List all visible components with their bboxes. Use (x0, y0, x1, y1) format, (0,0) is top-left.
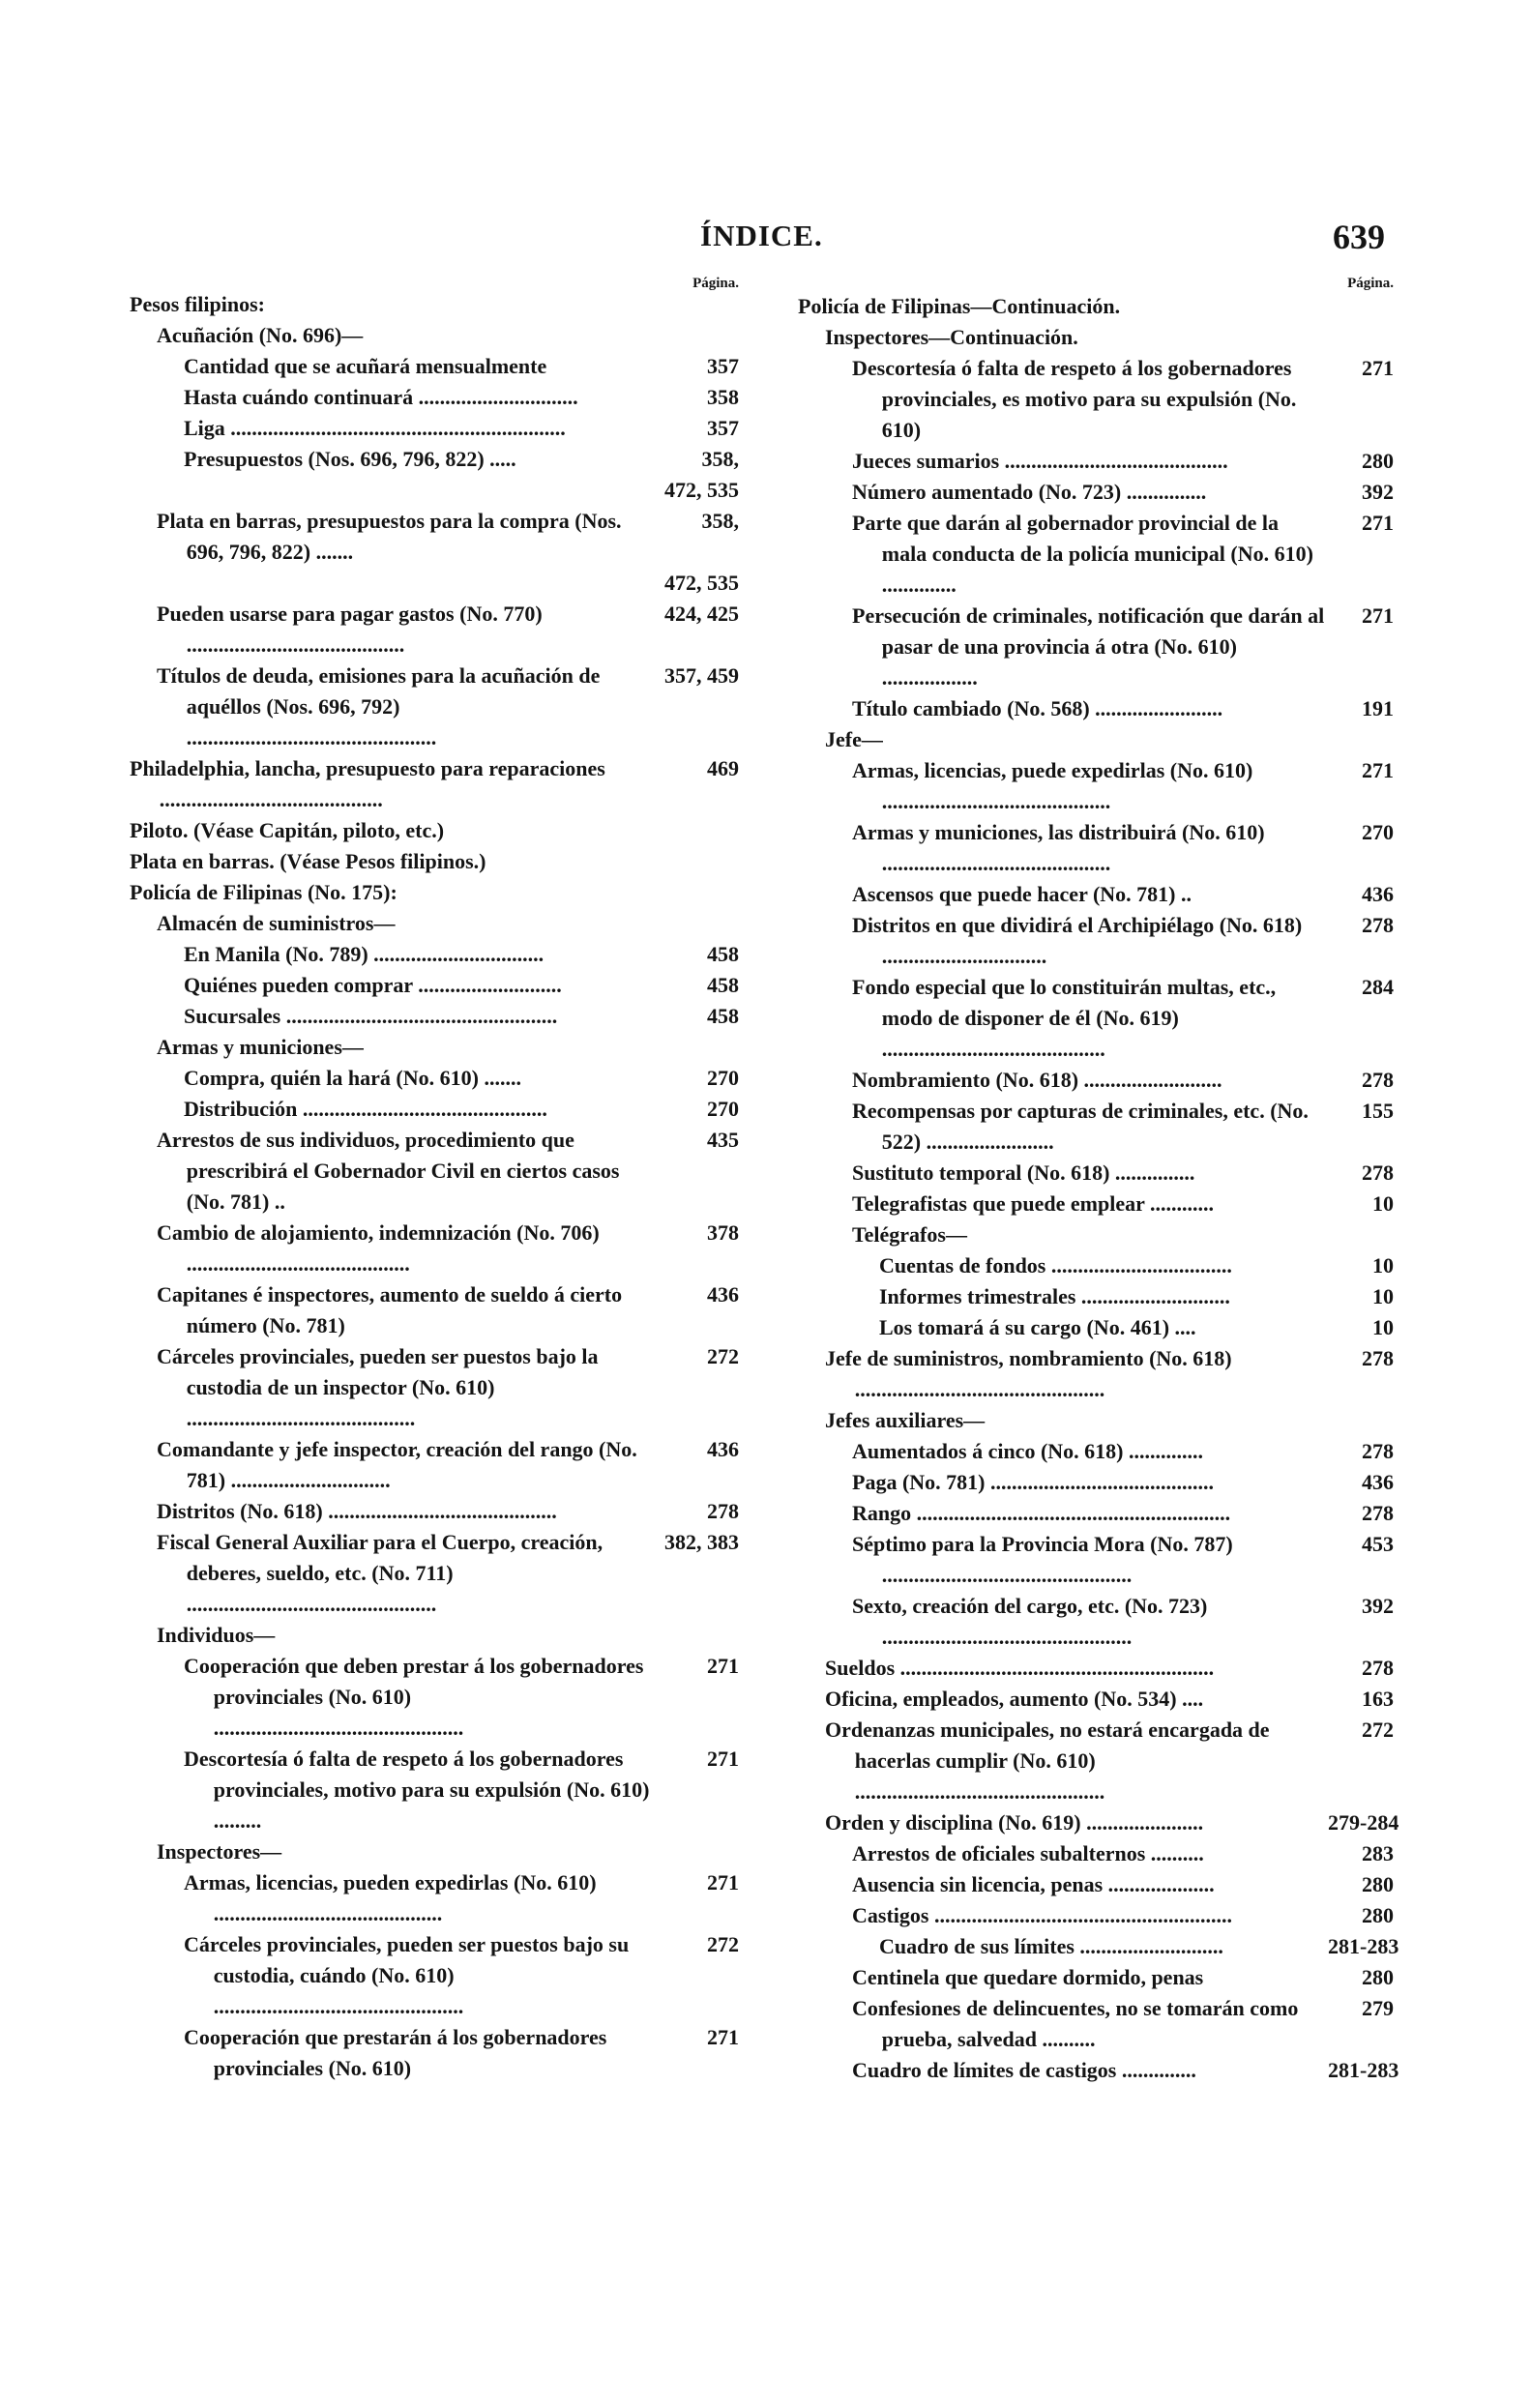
entry-page-number: 10 (1372, 1253, 1394, 1277)
index-entry (130, 599, 739, 661)
entry-text: Piloto. (Véase Capitán, piloto, etc.) (130, 818, 445, 842)
entry-text: Títulos de deuda, emisiones para la acuñación de aquéllos (Nos. 696, 792) ............................................... (157, 663, 601, 749)
entry-text: Inspectores— (157, 1839, 282, 1864)
index-entry (798, 972, 1394, 1065)
entry-text: Distritos (No. 618) ........................................... (157, 1499, 557, 1523)
entry-text: Cuadro de sus límites ........................... (879, 1934, 1223, 1958)
entry-text: Policía de Filipinas—Continuación. (798, 294, 1121, 318)
entry-text: Cantidad que se acuñará mensualmente (184, 354, 547, 378)
index-entry (130, 846, 739, 877)
entry-text: Ordenanzas municipales, no estará encargada de hacerlas cumplir (No. 610) ............................................... (825, 1718, 1270, 1804)
index-entry (130, 1001, 739, 1032)
entry-page-number: 271 (1362, 511, 1394, 535)
index-entry (798, 1312, 1394, 1343)
entry-page-number: 436 (707, 1282, 739, 1307)
entry-page-number: 357 (707, 416, 739, 440)
entry-page-number: 424, 425 (664, 602, 739, 626)
entry-page-number: 458 (707, 973, 739, 997)
index-entry (798, 1931, 1399, 1962)
entry-page-number: 472, 535 (664, 478, 739, 502)
entry-text: Individuos— (157, 1623, 276, 1647)
entry-text: Cooperación que prestarán á los gobernadores provinciales (No. 610) (184, 2025, 607, 2080)
entry-text: Quiénes pueden comprar ........................... (184, 973, 562, 997)
entry-text: Oficina, empleados, aumento (No. 534) .... (825, 1687, 1204, 1711)
entry-text: Parte que darán al gobernador provincial de la mala conducta de la policía municipal (No. 610) .............. (852, 511, 1313, 597)
entry-page-number: 272 (707, 1344, 739, 1368)
entry-page-number: 270 (707, 1066, 739, 1090)
index-entry (130, 413, 739, 444)
entry-page-number: 271 (1362, 603, 1394, 628)
entry-text: Centinela que quedare dormido, penas (852, 1965, 1204, 1989)
entry-text: Capitanes é inspectores, aumento de sueldo á cierto número (No. 781) (157, 1282, 623, 1337)
index-entry (130, 1929, 739, 2022)
entry-text: Acuñación (No. 696)— (157, 323, 364, 347)
entry-page-number: 357 (707, 354, 739, 378)
entry-text: Paga (No. 781) .......................................... (852, 1470, 1214, 1494)
index-entry (130, 815, 739, 846)
index-entry (798, 1467, 1394, 1498)
entry-text: Descortesía ó falta de respeto á los gobernadores provinciales, es motivo para su expulsión (No. 610) (852, 356, 1297, 442)
entry-text: Cambio de alojamiento, indemnización (No. 706) .......................................... (157, 1220, 600, 1276)
entry-page-number: 10 (1372, 1191, 1394, 1216)
entry-page-number: 279 (1362, 1996, 1394, 2020)
index-entry (130, 475, 739, 506)
index-entry (130, 939, 739, 970)
entry-text: Informes trimestrales ............................ (879, 1284, 1230, 1308)
entry-text: Telégrafos— (852, 1222, 967, 1247)
entry-page-number: 278 (707, 1499, 739, 1523)
index-entry (130, 1125, 739, 1218)
entry-page-number: 278 (1362, 1068, 1394, 1092)
index-entry (798, 693, 1394, 724)
entry-page-number: 271 (707, 1654, 739, 1678)
index-entry (798, 601, 1394, 693)
entry-text: Aumentados á cinco (No. 618) .............. (852, 1439, 1203, 1463)
entry-page-number: 435 (707, 1128, 739, 1152)
entry-text: Distribución .............................................. (184, 1097, 547, 1121)
index-entry (130, 382, 739, 413)
entry-page-number: 280 (1362, 1903, 1394, 1927)
entry-page-number: 436 (1362, 1470, 1394, 1494)
entry-page-number: 278 (1362, 1501, 1394, 1525)
entry-text: Plata en barras. (Véase Pesos filipinos.) (130, 849, 486, 873)
index-entry (130, 1094, 739, 1125)
entry-text: Cárceles provinciales, pueden ser puestos bajo su custodia, cuándo (No. 610) ............................................... (184, 1932, 630, 2018)
entry-page-number: 458 (707, 942, 739, 966)
entry-text: Arrestos de sus individuos, procedimiento que prescribirá el Gobernador Civil en ciertos casos (No. 781) .. (157, 1128, 620, 1214)
entry-page-number: 271 (707, 1747, 739, 1771)
entry-page-number: 278 (1362, 1656, 1394, 1680)
index-entry (798, 1591, 1394, 1653)
entry-text: Cuentas de fondos .................................. (879, 1253, 1232, 1277)
entry-text: Philadelphia, lancha, presupuesto para reparaciones .......................................... (130, 756, 605, 811)
index-entry (130, 506, 739, 568)
index-entry (798, 322, 1394, 353)
index-entry (130, 1032, 739, 1063)
index-entry (798, 508, 1394, 601)
entry-text: Orden y disciplina (No. 619) ...................... (825, 1810, 1204, 1835)
entry-text: Armas, licencias, puede expedirlas (No. 610) ........................................... (852, 758, 1253, 813)
index-entry (798, 477, 1394, 508)
entry-text: Liga ............................................................... (184, 416, 566, 440)
index-entry (798, 1498, 1394, 1529)
index-entry (798, 1281, 1394, 1312)
entry-page-number: 278 (1362, 1439, 1394, 1463)
index-entry (798, 1529, 1394, 1591)
entry-page-number: 281-283 (1328, 2058, 1399, 2082)
entry-text: Jueces sumarios .......................................... (852, 449, 1228, 473)
index-entry (798, 1343, 1394, 1405)
entry-page-number: 453 (1362, 1532, 1394, 1556)
entry-page-number: 278 (1362, 1160, 1394, 1185)
entry-text: Sucursales ................................................... (184, 1004, 558, 1028)
entry-text: Armas y municiones, las distribuirá (No. 610) ........................................... (852, 820, 1265, 875)
index-entry (798, 1250, 1394, 1281)
entry-text: Cárceles provinciales, pueden ser puestos bajo la custodia de un inspector (No. 610) ........................................... (157, 1344, 599, 1430)
right-column (798, 276, 1399, 2086)
page-number: 639 (1333, 218, 1385, 256)
entry-text: Hasta cuándo continuará .............................. (184, 385, 578, 409)
entry-page-number: 357, 459 (664, 663, 739, 688)
entry-page-number: 163 (1362, 1687, 1394, 1711)
index-entry (130, 1279, 739, 1341)
entry-page-number: 272 (1362, 1718, 1394, 1742)
index-entry (798, 879, 1394, 910)
entry-page-number: 155 (1362, 1099, 1394, 1123)
entry-text: Nombramiento (No. 618) .......................... (852, 1068, 1222, 1092)
index-entry (798, 1684, 1394, 1715)
entry-text: Presupuestos (Nos. 696, 796, 822) ..... (184, 447, 516, 471)
entry-page-number: 358 (707, 385, 739, 409)
entry-text: Fondo especial que lo constituirán multas, etc., modo de disponer de él (No. 619) .......................................... (852, 975, 1277, 1061)
page-title: ÍNDICE. (700, 219, 823, 252)
entry-text: Sexto, creación del cargo, etc. (No. 723) ............................................... (852, 1594, 1208, 1649)
entry-page-number: 280 (1362, 1965, 1394, 1989)
index-entry (130, 908, 739, 939)
index-entries (798, 291, 1399, 2086)
index-entry (130, 970, 739, 1001)
entry-text: Telegrafistas que puede emplear ............ (852, 1191, 1214, 1216)
entry-page-number: 458 (707, 1004, 739, 1028)
index-entry (130, 351, 739, 382)
entry-page-number: 280 (1362, 449, 1394, 473)
entry-page-number: 436 (1362, 882, 1394, 906)
entry-text: Confesiones de delincuentes, no se tomarán como prueba, salvedad .......... (852, 1996, 1299, 2051)
entry-text: Sustituto temporal (No. 618) ............... (852, 1160, 1195, 1185)
entry-text: Armas, licencias, pueden expedirlas (No. 610) ........................................... (184, 1870, 597, 1925)
left-column (130, 276, 739, 2084)
entry-text: Pesos filipinos: (130, 292, 265, 316)
column-label: Página. (1347, 276, 1394, 291)
entry-page-number: 392 (1362, 480, 1394, 504)
index-entry (798, 1869, 1394, 1900)
entry-text: Cuadro de límites de castigos .............. (852, 2058, 1196, 2082)
entry-text: Almacén de suministros— (157, 911, 396, 935)
index-entry (798, 1900, 1394, 1931)
index-entry (798, 1219, 1394, 1250)
index-entry (798, 1189, 1394, 1219)
index-entry (130, 1651, 739, 1744)
index-entry (130, 1527, 739, 1620)
entry-page-number: 469 (707, 756, 739, 780)
index-entry (130, 1496, 739, 1527)
entry-text: Título cambiado (No. 568) ........................ (852, 696, 1223, 720)
entry-text: Los tomará á su cargo (No. 461) .... (879, 1315, 1196, 1339)
index-entry (130, 1744, 739, 1836)
index-entry (798, 291, 1394, 322)
entry-page-number: 271 (707, 1870, 739, 1894)
index-entry (798, 1962, 1394, 1993)
column-label: Página. (692, 276, 739, 291)
entry-text: Castigos ........................................................ (852, 1903, 1232, 1927)
index-entry (798, 1096, 1394, 1158)
entry-text: Sueldos ........................................................... (825, 1656, 1215, 1680)
entry-text: En Manila (No. 789) ................................ (184, 942, 545, 966)
index-entry (130, 1867, 739, 1929)
index-entry (798, 1653, 1394, 1684)
index-entry (798, 1158, 1394, 1189)
index-entries (130, 289, 739, 2084)
entry-text: Jefes auxiliares— (825, 1408, 986, 1432)
index-entry (130, 753, 739, 815)
entry-page-number: 279-284 (1328, 1810, 1399, 1835)
entry-page-number: 10 (1372, 1284, 1394, 1308)
entry-text: Jefe— (825, 727, 883, 751)
entry-page-number: 392 (1362, 1594, 1394, 1618)
entry-text: Arrestos de oficiales subalternos .......... (852, 1841, 1204, 1865)
entry-page-number: 283 (1362, 1841, 1394, 1865)
index-entry (130, 1836, 739, 1867)
index-entry (798, 1436, 1394, 1467)
index-entry (798, 817, 1394, 879)
entry-text: Cooperación que deben prestar á los gobernadores provinciales (No. 610) ............................................... (184, 1654, 644, 1740)
entry-text: Distritos en que dividirá el Archipiélago (No. 618) ............................... (852, 913, 1303, 968)
entry-page-number: 281-283 (1328, 1934, 1399, 1958)
index-entry (130, 1620, 739, 1651)
entry-text: Rango ........................................................... (852, 1501, 1231, 1525)
entry-page-number: 280 (1362, 1872, 1394, 1896)
entry-page-number: 472, 535 (664, 571, 739, 595)
entry-text: Recompensas por capturas de criminales, etc. (No. 522) ........................ (852, 1099, 1309, 1154)
index-entry (130, 2022, 739, 2084)
index-entry (130, 877, 739, 908)
entry-text: Pueden usarse para pagar gastos (No. 770) ......................................... (157, 602, 543, 657)
index-entry (798, 724, 1394, 755)
index-entry (798, 2055, 1399, 2086)
entry-text: Persecución de criminales, notificación que darán al pasar de una provincia á otra (No. 610) .................. (852, 603, 1325, 690)
index-entry (130, 1063, 739, 1094)
entry-page-number: 272 (707, 1932, 739, 1956)
index-entry (798, 1065, 1394, 1096)
entry-text: Plata en barras, presupuestos para la compra (Nos. 696, 796, 822) ....... (157, 509, 622, 564)
entry-text: Comandante y jefe inspector, creación del rango (No. 781) .............................. (157, 1437, 637, 1492)
entry-page-number: 278 (1362, 1346, 1394, 1370)
entry-page-number: 270 (1362, 820, 1394, 844)
index-entry (798, 353, 1394, 446)
entry-page-number: 271 (1362, 758, 1394, 782)
entry-page-number: 436 (707, 1437, 739, 1461)
index-entry (130, 1434, 739, 1496)
entry-page-number: 191 (1362, 696, 1394, 720)
index-entry (130, 1218, 739, 1279)
entry-text: Policía de Filipinas (No. 175): (130, 880, 397, 904)
entry-text: Número aumentado (No. 723) ............... (852, 480, 1207, 504)
entry-text: Fiscal General Auxiliar para el Cuerpo, creación, deberes, sueldo, etc. (No. 711) ............................................... (157, 1530, 604, 1616)
entry-text: Jefe de suministros, nombramiento (No. 618) ............................................... (825, 1346, 1232, 1401)
index-entry (130, 661, 739, 753)
entry-page-number: 284 (1362, 975, 1394, 999)
entry-page-number: 382, 383 (664, 1530, 739, 1554)
index-entry (130, 444, 739, 475)
entry-text: Inspectores—Continuación. (825, 325, 1078, 349)
index-entry (798, 1993, 1394, 2055)
entry-page-number: 358, (701, 447, 739, 471)
entry-page-number: 10 (1372, 1315, 1394, 1339)
index-entry (130, 320, 739, 351)
index-entry (798, 446, 1394, 477)
entry-page-number: 270 (707, 1097, 739, 1121)
index-entry (130, 1341, 739, 1434)
entry-text: Ausencia sin licencia, penas .................... (852, 1872, 1215, 1896)
entry-text: Descortesía ó falta de respeto á los gobernadores provinciales, motivo para su expulsión (No. 610) ......... (184, 1747, 650, 1833)
index-entry (130, 568, 739, 599)
index-entry (798, 1715, 1394, 1807)
entry-text: Armas y municiones— (157, 1035, 364, 1059)
index-entry (798, 1807, 1399, 1838)
entry-text: Ascensos que puede hacer (No. 781) .. (852, 882, 1192, 906)
entry-text: Compra, quién la hará (No. 610) ....... (184, 1066, 521, 1090)
index-entry (798, 755, 1394, 817)
index-entry (798, 1838, 1394, 1869)
entry-page-number: 271 (1362, 356, 1394, 380)
entry-page-number: 378 (707, 1220, 739, 1245)
entry-page-number: 278 (1362, 913, 1394, 937)
entry-page-number: 358, (701, 509, 739, 533)
index-entry (130, 289, 739, 320)
entry-page-number: 271 (707, 2025, 739, 2049)
index-entry (798, 910, 1394, 972)
index-entry (798, 1405, 1394, 1436)
entry-text: Séptimo para la Provincia Mora (No. 787) ............................................... (852, 1532, 1233, 1587)
